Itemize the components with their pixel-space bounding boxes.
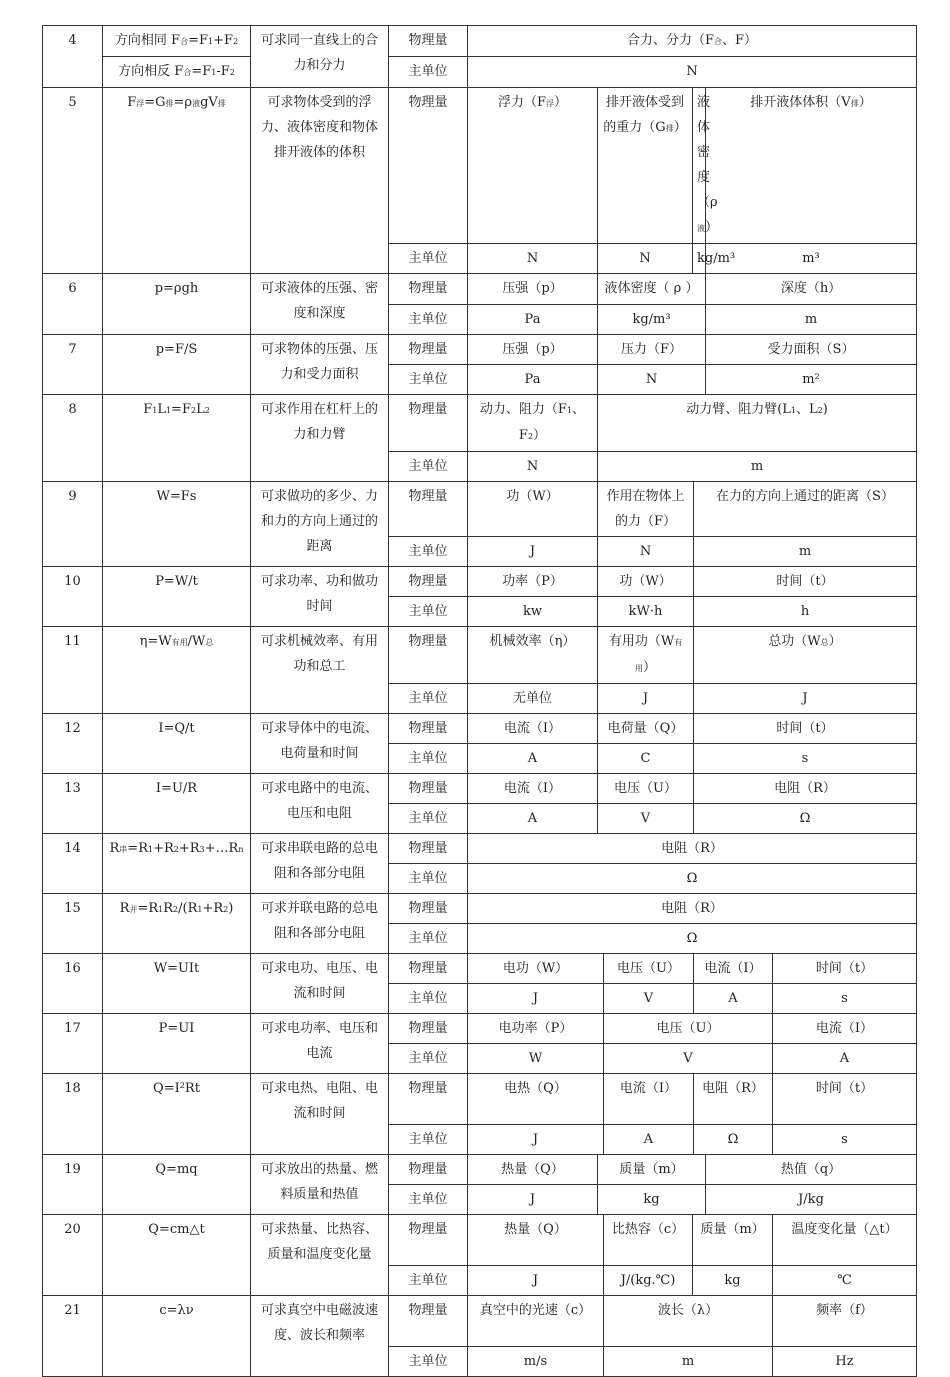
- unit-label: 主单位: [389, 597, 468, 627]
- table-row: [43, 395, 917, 452]
- description-cell: 可求串联电路的总电阻和各部分电阻: [251, 834, 389, 894]
- formula-cell: c=λν: [103, 1296, 251, 1377]
- unit-cell: A: [773, 1044, 917, 1074]
- table-row: [43, 88, 917, 244]
- description-cell: 可求真空中电磁波速度、波长和频率: [251, 1296, 389, 1377]
- quantity-cell: 电流（I）: [604, 1074, 694, 1125]
- quantity-cell: 液体密度（ρ液）: [693, 88, 706, 244]
- row-number: 12: [43, 714, 103, 774]
- row-number: 19: [43, 1155, 103, 1215]
- quantity-cell: 电功率（P）: [468, 1014, 604, 1044]
- quantity-label: 物理量: [389, 1155, 468, 1185]
- row-number: 10: [43, 567, 103, 627]
- table-row: [43, 714, 917, 744]
- row-number: 17: [43, 1014, 103, 1074]
- table-row: [43, 1296, 917, 1347]
- table-row: [43, 57, 917, 88]
- description-cell: 可求物体的压强、压力和受力面积: [251, 335, 389, 395]
- formula-cell: η=W有用/W总: [103, 627, 251, 714]
- unit-cell: N: [598, 365, 706, 395]
- unit-cell: J: [468, 537, 598, 567]
- unit-cell: Pa: [468, 305, 598, 335]
- quantity-cell: 压强（p）: [468, 335, 598, 365]
- table-row: [43, 274, 917, 305]
- unit-cell: A: [604, 1125, 694, 1155]
- quantity-cell: 排开液体受到的重力（G排）: [598, 88, 693, 244]
- quantity-label: 物理量: [389, 335, 468, 365]
- quantity-cell: 电热（Q）: [468, 1074, 604, 1125]
- description-cell: 可求功率、功和做功时间: [251, 567, 389, 627]
- quantity-label: 物理量: [389, 714, 468, 744]
- quantity-label: 物理量: [389, 1296, 468, 1347]
- formula-cell: W=Fs: [103, 482, 251, 567]
- row-number: 18: [43, 1074, 103, 1155]
- quantity-cell: 压强（p）: [468, 274, 598, 305]
- unit-cell: N: [598, 244, 693, 274]
- unit-cell: J: [468, 1185, 598, 1215]
- unit-label: 主单位: [389, 1347, 468, 1377]
- unit-label: 主单位: [389, 365, 468, 395]
- unit-cell: m: [604, 1347, 773, 1377]
- quantity-cell: 功率（P）: [468, 567, 598, 597]
- unit-label: 主单位: [389, 537, 468, 567]
- unit-cell: ℃: [773, 1266, 917, 1296]
- quantity-cell: 时间（t）: [773, 954, 917, 984]
- description-cell: 可求物体受到的浮力、液体密度和物体排开液体的体积: [251, 88, 389, 274]
- row-number: 11: [43, 627, 103, 714]
- unit-cell: V: [604, 984, 694, 1014]
- unit-cell: m²: [706, 365, 917, 395]
- formula-cell: Q=mq: [103, 1155, 251, 1215]
- unit-cell: m: [706, 305, 917, 335]
- table-row: [43, 1155, 917, 1185]
- quantity-cell: 电流（I）: [773, 1014, 917, 1044]
- quantity-cell: 功（W）: [598, 567, 694, 597]
- quantity-cell: 电功（W）: [468, 954, 604, 984]
- formula-cell: Q=I²Rt: [103, 1074, 251, 1155]
- quantity-cell: 合力、分力（F合、F）: [468, 26, 917, 57]
- unit-cell: J: [468, 984, 604, 1014]
- table-row: [43, 335, 917, 365]
- quantity-cell: 频率（f）: [773, 1296, 917, 1347]
- unit-label: 主单位: [389, 1125, 468, 1155]
- unit-cell: J/kg: [706, 1185, 917, 1215]
- unit-label: 主单位: [389, 804, 468, 834]
- unit-cell: N: [468, 452, 598, 482]
- unit-cell: kW·h: [598, 597, 694, 627]
- unit-label: 主单位: [389, 1044, 468, 1074]
- quantity-cell: 时间（t）: [773, 1074, 917, 1125]
- row-number: 20: [43, 1215, 103, 1296]
- unit-cell: W: [468, 1044, 604, 1074]
- row-number: 13: [43, 774, 103, 834]
- row-number: 7: [43, 335, 103, 395]
- unit-cell: V: [598, 804, 694, 834]
- formula-cell: I=U/R: [103, 774, 251, 834]
- row-number: 21: [43, 1296, 103, 1377]
- formula-cell: R并=R1R2/(R1+R2): [103, 894, 251, 954]
- unit-label: 主单位: [389, 684, 468, 714]
- description-cell: 可求电路中的电流、电压和电阻: [251, 774, 389, 834]
- quantity-cell: 质量（m）: [693, 1215, 773, 1266]
- quantity-cell: 热量（Q）: [468, 1215, 604, 1266]
- unit-cell: Ω: [694, 804, 917, 834]
- unit-cell: N: [468, 57, 917, 88]
- row-number: 16: [43, 954, 103, 1014]
- row-number: 15: [43, 894, 103, 954]
- quantity-label: 物理量: [389, 627, 468, 684]
- unit-cell: kg: [598, 1185, 706, 1215]
- table-row: [43, 894, 917, 924]
- quantity-cell: 浮力（F浮）: [468, 88, 598, 244]
- description-cell: 可求机械效率、有用功和总工: [251, 627, 389, 714]
- table-row: [43, 482, 917, 537]
- unit-cell: kg/m³: [693, 244, 706, 274]
- unit-label: 主单位: [389, 864, 468, 894]
- unit-cell: A: [468, 744, 598, 774]
- unit-label: 主单位: [389, 924, 468, 954]
- quantity-cell: 有用功（W有用）: [598, 627, 694, 684]
- quantity-cell: 电流（I）: [468, 714, 598, 744]
- unit-cell: Pa: [468, 365, 598, 395]
- formula-cell: P=W/t: [103, 567, 251, 627]
- formula-cell: Q=cm△t: [103, 1215, 251, 1296]
- quantity-cell: 温度变化量（△t）: [773, 1215, 917, 1266]
- quantity-cell: 电流（I）: [468, 774, 598, 804]
- table-row: [43, 834, 917, 864]
- quantity-label: 物理量: [389, 1215, 468, 1266]
- table-row: [43, 774, 917, 804]
- quantity-cell: 在力的方向上通过的距离（S）: [694, 482, 917, 537]
- quantity-cell: 热量（Q）: [468, 1155, 598, 1185]
- quantity-cell: 排开液体体积（V排）: [706, 88, 917, 244]
- quantity-label: 物理量: [389, 1014, 468, 1044]
- quantity-cell: 液体密度（ ρ ）: [598, 274, 706, 305]
- unit-label: 主单位: [389, 244, 468, 274]
- quantity-cell: 电阻（R）: [468, 894, 917, 924]
- unit-cell: Hz: [773, 1347, 917, 1377]
- unit-cell: J: [694, 684, 917, 714]
- unit-cell: J/(kg.℃): [604, 1266, 693, 1296]
- quantity-cell: 总功（W总）: [694, 627, 917, 684]
- quantity-label: 物理量: [389, 834, 468, 864]
- quantity-cell: 受力面积（S）: [706, 335, 917, 365]
- table-row: [43, 26, 917, 57]
- quantity-label: 物理量: [389, 954, 468, 984]
- row-number: 4: [43, 26, 103, 88]
- unit-label: 主单位: [389, 57, 468, 88]
- unit-label: 主单位: [389, 452, 468, 482]
- quantity-cell: 电阻（R）: [694, 774, 917, 804]
- quantity-label: 物理量: [389, 894, 468, 924]
- unit-cell: m³: [706, 244, 917, 274]
- unit-cell: Ω: [468, 864, 917, 894]
- table-row: [43, 1215, 917, 1266]
- unit-cell: N: [598, 537, 694, 567]
- quantity-cell: 电压（U）: [604, 1014, 773, 1044]
- unit-cell: C: [598, 744, 694, 774]
- quantity-cell: 电流（I）: [694, 954, 773, 984]
- quantity-cell: 电压（U）: [604, 954, 694, 984]
- formula-cell: F浮=G排=ρ液gV排: [103, 88, 251, 274]
- quantity-cell: 时间（t）: [694, 567, 917, 597]
- formula-cell: 方向相反 F合=F1-F2: [103, 57, 251, 88]
- unit-label: 主单位: [389, 744, 468, 774]
- quantity-cell: 电荷量（Q）: [598, 714, 694, 744]
- description-cell: 可求电热、电阻、电流和时间: [251, 1074, 389, 1155]
- formula-cell: P=UI: [103, 1014, 251, 1074]
- unit-label: 主单位: [389, 984, 468, 1014]
- unit-cell: V: [604, 1044, 773, 1074]
- row-number: 9: [43, 482, 103, 567]
- unit-cell: J: [468, 1266, 604, 1296]
- description-cell: 可求同一直线上的合力和分力: [251, 26, 389, 88]
- unit-cell: s: [773, 984, 917, 1014]
- unit-cell: m: [694, 537, 917, 567]
- quantity-cell: 波长（λ）: [604, 1296, 773, 1347]
- quantity-cell: 热值（q）: [706, 1155, 917, 1185]
- unit-label: 主单位: [389, 305, 468, 335]
- unit-cell: s: [773, 1125, 917, 1155]
- unit-cell: J: [468, 1125, 604, 1155]
- unit-cell: 无单位: [468, 684, 598, 714]
- unit-cell: m/s: [468, 1347, 604, 1377]
- description-cell: 可求作用在杠杆上的力和力臂: [251, 395, 389, 482]
- quantity-cell: 时间（t）: [694, 714, 917, 744]
- quantity-cell: 功（W）: [468, 482, 598, 537]
- description-cell: 可求导体中的电流、电荷量和时间: [251, 714, 389, 774]
- quantity-cell: 动力、阻力（F1、F2）: [468, 395, 598, 452]
- physics-formula-table: [42, 25, 917, 1377]
- quantity-cell: 深度（h）: [706, 274, 917, 305]
- quantity-label: 物理量: [389, 482, 468, 537]
- formula-cell: I=Q/t: [103, 714, 251, 774]
- unit-cell: m: [598, 452, 917, 482]
- unit-cell: Ω: [694, 1125, 773, 1155]
- quantity-cell: 机械效率（η）: [468, 627, 598, 684]
- description-cell: 可求电功率、电压和电流: [251, 1014, 389, 1074]
- unit-cell: A: [694, 984, 773, 1014]
- formula-cell: W=UIt: [103, 954, 251, 1014]
- quantity-label: 物理量: [389, 274, 468, 305]
- description-cell: 可求做功的多少、力和力的方向上通过的距离: [251, 482, 389, 567]
- row-number: 5: [43, 88, 103, 274]
- formula-cell: p=F/S: [103, 335, 251, 395]
- row-number: 6: [43, 274, 103, 335]
- description-cell: 可求并联电路的总电阻和各部分电阻: [251, 894, 389, 954]
- quantity-cell: 作用在物体上的力（F）: [598, 482, 694, 537]
- table-row: [43, 954, 917, 984]
- quantity-cell: 比热容（c）: [604, 1215, 693, 1266]
- unit-cell: kg/m³: [598, 305, 706, 335]
- unit-label: 主单位: [389, 1266, 468, 1296]
- unit-cell: h: [694, 597, 917, 627]
- table-row: [43, 567, 917, 597]
- quantity-label: 物理量: [389, 26, 468, 57]
- quantity-cell: 动力臂、阻力臂(L1、L2): [598, 395, 917, 452]
- description-cell: 可求热量、比热容、质量和温度变化量: [251, 1215, 389, 1296]
- unit-cell: N: [468, 244, 598, 274]
- unit-cell: A: [468, 804, 598, 834]
- quantity-label: 物理量: [389, 395, 468, 452]
- unit-cell: Ω: [468, 924, 917, 954]
- quantity-cell: 电压（U）: [598, 774, 694, 804]
- description-cell: 可求电功、电压、电流和时间: [251, 954, 389, 1014]
- unit-cell: J: [598, 684, 694, 714]
- quantity-label: 物理量: [389, 774, 468, 804]
- formula-cell: R串=R1+R2+R3+…Rn: [103, 834, 251, 894]
- unit-cell: s: [694, 744, 917, 774]
- quantity-cell: 真空中的光速（c）: [468, 1296, 604, 1347]
- quantity-label: 物理量: [389, 88, 468, 244]
- unit-cell: kw: [468, 597, 598, 627]
- unit-cell: kg: [693, 1266, 773, 1296]
- quantity-cell: 压力（F）: [598, 335, 706, 365]
- table-row: [43, 627, 917, 684]
- description-cell: 可求液体的压强、密度和深度: [251, 274, 389, 335]
- row-number: 14: [43, 834, 103, 894]
- quantity-cell: 电阻（R）: [468, 834, 917, 864]
- table-row: [43, 1014, 917, 1044]
- quantity-cell: 电阻（R）: [694, 1074, 773, 1125]
- quantity-label: 物理量: [389, 1074, 468, 1125]
- quantity-cell: 质量（m）: [598, 1155, 706, 1185]
- formula-cell: p=ρgh: [103, 274, 251, 335]
- table-row: [43, 1074, 917, 1125]
- description-cell: 可求放出的热量、燃料质量和热值: [251, 1155, 389, 1215]
- formula-cell: F1L1=F2L2: [103, 395, 251, 482]
- unit-label: 主单位: [389, 1185, 468, 1215]
- formula-cell: 方向相同 F合=F1+F2: [103, 26, 251, 57]
- quantity-label: 物理量: [389, 567, 468, 597]
- row-number: 8: [43, 395, 103, 482]
